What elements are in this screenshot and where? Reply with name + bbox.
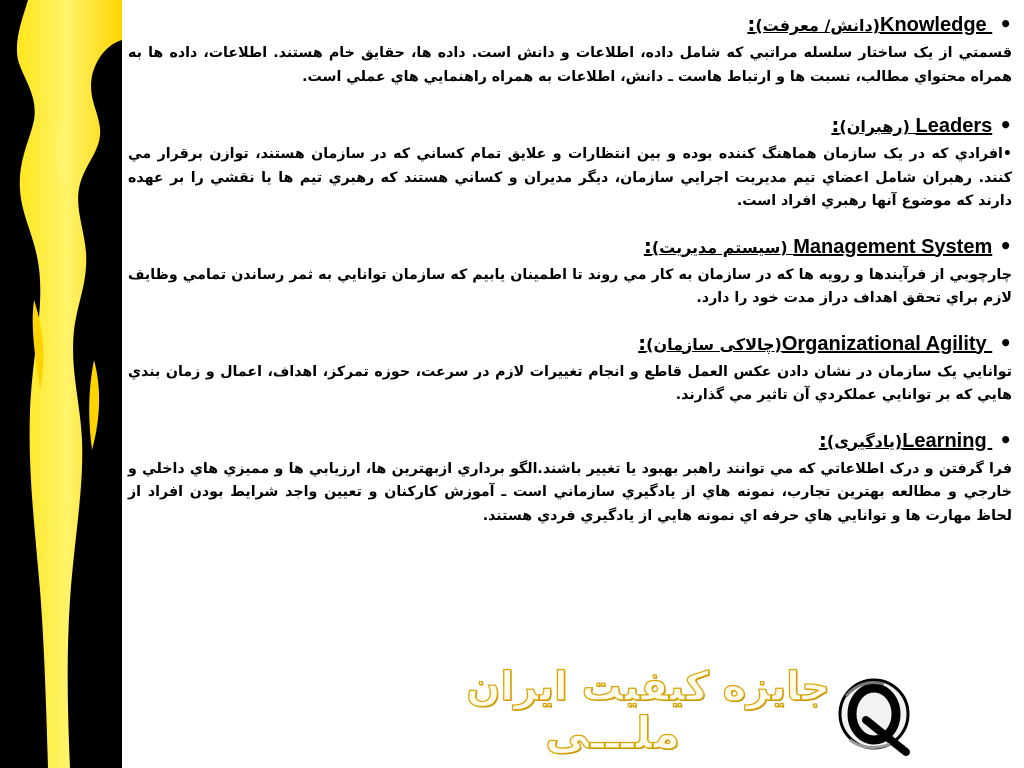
section-heading [128,329,1012,359]
slide-content [128,10,1012,528]
section-heading [128,232,1012,262]
heading-persian: (رهبران) [839,117,916,136]
heading-colon: : [638,330,647,355]
section-leaders [128,111,1012,214]
heading-colon: : [818,427,827,452]
section-body: چارچوبي از فرآيندها و رويه ها كه در سازمان به كار مي روند تا اطمينان يابيم كه سازمان توانايي به ثمر رساندن تمامي وظايف لازم براي تحقق اهداف دراز مدت خود را دارد. [128,266,1012,306]
section-heading [128,111,1012,141]
heading-persian: (سيستم مديريت) [651,237,794,257]
watermark-line-1: جايزه کيفيت ايران [466,664,830,710]
bullet: • [999,330,1012,355]
heading-persian: (دانش/ معرفت) [755,16,880,35]
heading-colon: : [831,113,840,137]
section-body: قسمتي از يک ساختار سلسله مراتبي که شامل داده، اطلاعات و دانش است. داده ها، حقايق خام هستند. اطلاعات، داده ها به همراه محتواي مطالب، نسبت ها و ارتباط هاست ـ دانش، اطلاعات به همراه راهنمايي هاي عملي است. [128,45,1012,85]
section-heading [128,426,1012,456]
heading-colon: : [643,233,652,258]
section-organizational-agility [128,329,1012,408]
section-body: توانايي يک سازمان در نشان دادن عكس العمل قاطع و انجام تغييرات لازم در سرعت، حوزه تمركز، اهداف، اعمال و زمان بندي هايي كه بر توانايي عملكردي آن تاثير مي گذارند. [128,363,1012,403]
heading-english: Management System [793,235,993,258]
bullet: • [999,233,1012,258]
heading-colon: : [747,12,756,36]
section-management-system [128,232,1012,311]
section-body: فرا گرفتن و درک اطلاعاتي که مي توانند راهبر بهبود يا تغيير باشند.الگو برداري ازبهترين ها، ارزيابي ها و مميزي هاي داخلي و خارجي و مطالعه بهترين تجارب، نمونه هاي از يادگيري سازماني است ـ آموزش کارکنان و تعيين واجد شرايط بودن افراد از لحاظ مهارت ها و توانايي هاي حرفه اي نمونه هايي از يادگيري فردي هستند. [128,460,1012,524]
section-heading [128,10,1012,40]
bullet: • [999,427,1012,452]
heading-english: Learning [902,429,993,452]
heading-english: Knowledge [880,14,993,36]
heading-persian: (چالاکی سازمان) [646,334,782,354]
heading-persian: (يادگيری) [826,431,903,451]
bullet: • [999,113,1012,137]
bullet: • [999,12,1012,36]
section-body: •افرادي که در يک سازمان هماهنگ کننده بوده و بين انتظارات و علايق تمام کساني که در سازمان هستند، توازن برقرار مي کنند. رهبران شامل اعضاي تيم مديريت اجرايي سازمان، ديگر مديران و کساني هستند که رهبري تيم ها يا نقشي را بر عهده دارند که موضوع آنها رهبري افراد است. [128,146,1012,209]
award-watermark [230,664,830,768]
quality-award-logo-icon [836,676,914,758]
decorative-side-panel [0,0,122,768]
silhouette-figures-icon [0,0,122,768]
heading-english: Leaders [915,115,993,137]
heading-english: Organizational Agility [781,332,993,355]
watermark-line-2: ملـــی [545,708,680,759]
section-knowledge [128,10,1012,89]
section-learning [128,426,1012,529]
